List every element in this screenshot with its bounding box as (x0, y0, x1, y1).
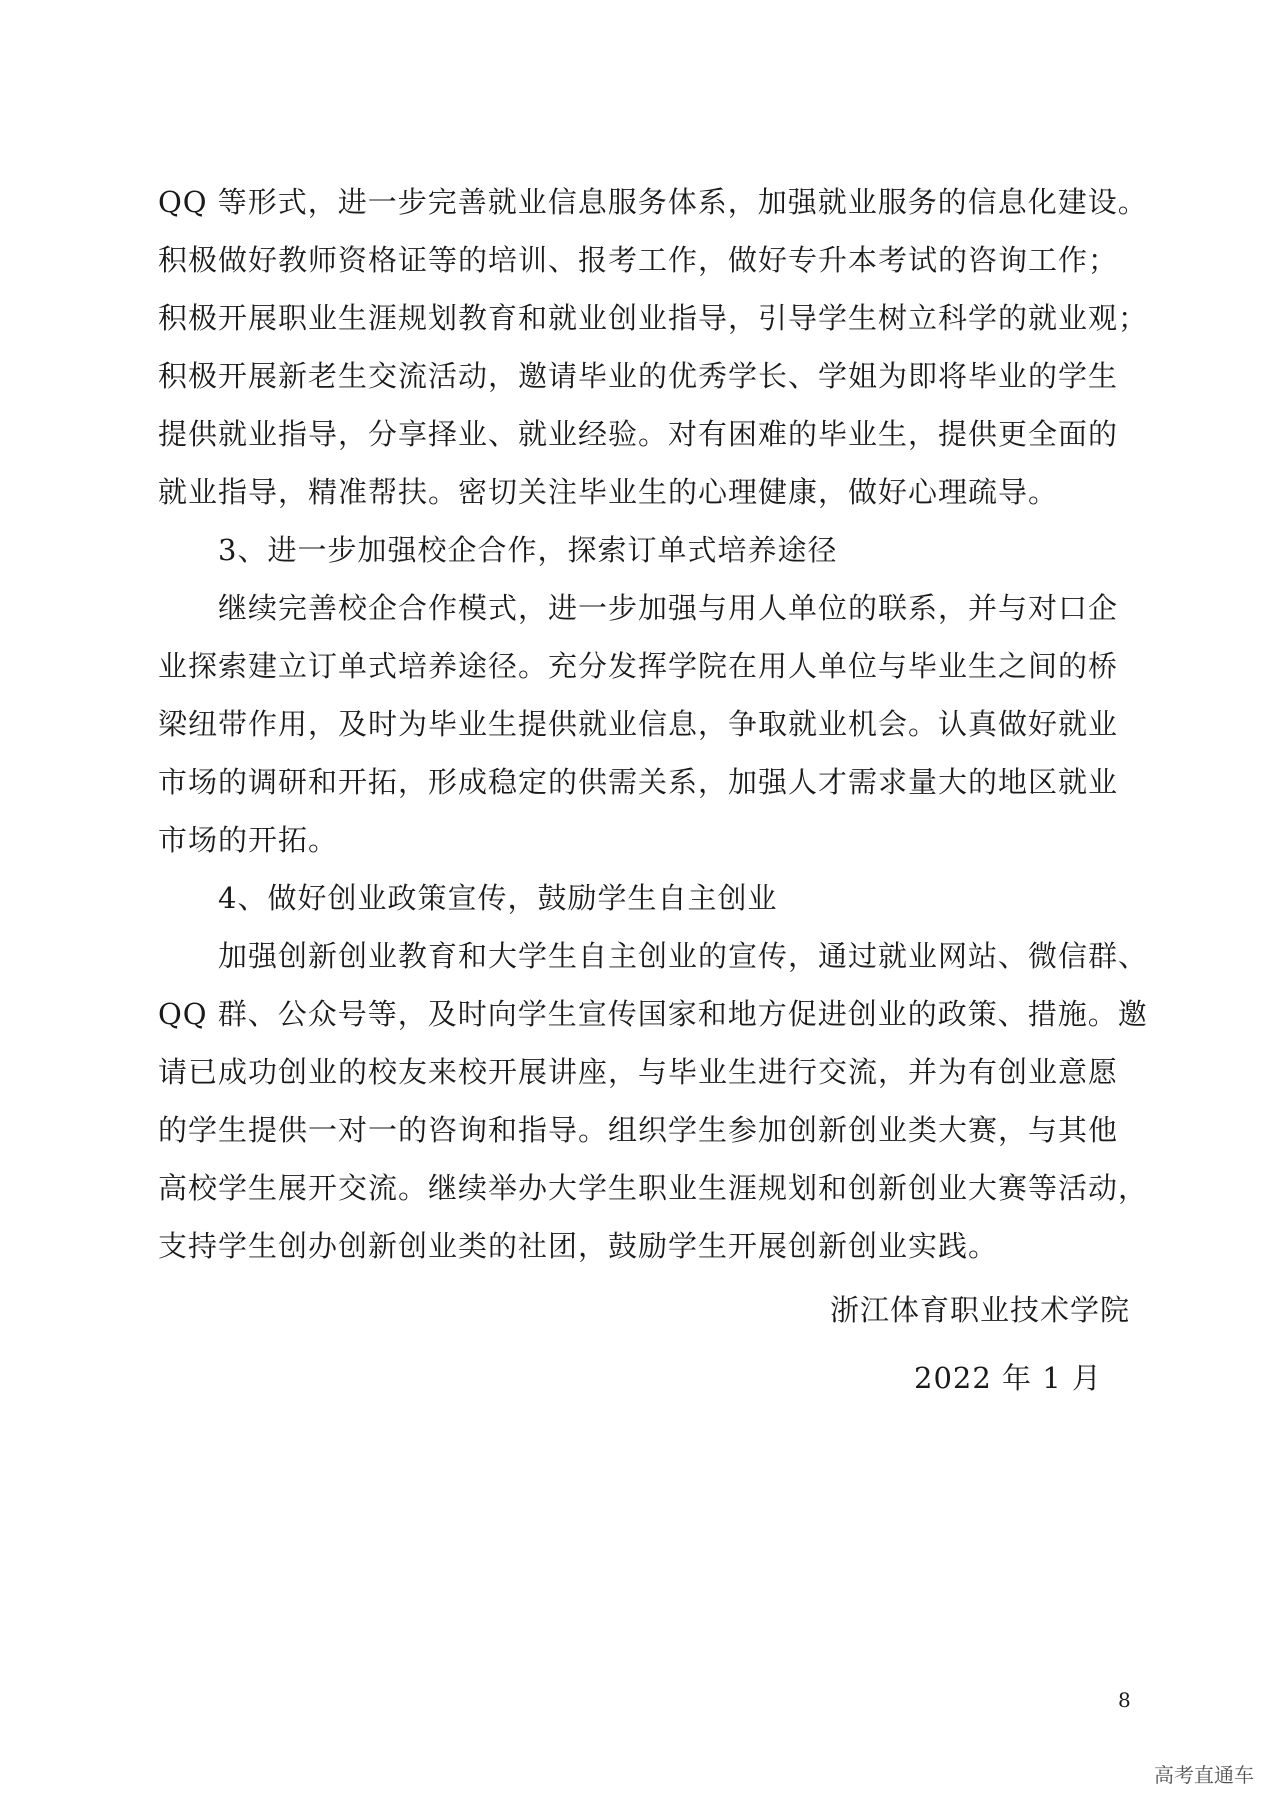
paragraph-line: 梁纽带作用，及时为毕业生提供就业信息，争取就业机会。认真做好就业 (158, 707, 1119, 741)
paragraph-line: 请已成功创业的校友来校开展讲座，与毕业生进行交流，并为有创业意愿 (158, 1055, 1119, 1089)
section-heading: 3、进一步加强校企合作，探索订单式培养途径 (218, 533, 838, 567)
page-number: 8 (1118, 1688, 1131, 1712)
paragraph-line: 业探索建立订单式培养途径。充分发挥学院在用人单位与毕业生之间的桥 (158, 649, 1119, 683)
paragraph-line: 积极做好教师资格证等的培训、报考工作，做好专升本考试的咨询工作； (158, 243, 1119, 277)
watermark: 高考直通车 (1154, 1763, 1254, 1787)
paragraph-line: 市场的开拓。 (158, 823, 339, 857)
paragraph-line: 支持学生创办创新创业类的社团，鼓励学生开展创新创业实践。 (158, 1229, 999, 1263)
paragraph-line: 的学生提供一对一的咨询和指导。组织学生参加创新创业类大赛，与其他 (158, 1113, 1119, 1147)
section-heading: 4、做好创业政策宣传，鼓励学生自主创业 (218, 881, 778, 915)
paragraph-line: 加强创新创业教育和大学生自主创业的宣传，通过就业网站、微信群、 (218, 939, 1149, 973)
signature-organization: 浙江体育职业技术学院 (830, 1293, 1131, 1327)
paragraph-line: 继续完善校企合作模式，进一步加强与用人单位的联系，并与对口企 (218, 591, 1119, 625)
paragraph-line: QQ 等形式，进一步完善就业信息服务体系，加强就业服务的信息化建设。 (158, 185, 1148, 219)
paragraph-line: 市场的调研和开拓，形成稳定的供需关系，加强人才需求量大的地区就业 (158, 765, 1119, 799)
paragraph-line: 高校学生展开交流。继续举办大学生职业生涯规划和创新创业大赛等活动， (158, 1171, 1149, 1205)
paragraph-line: 积极开展职业生涯规划教育和就业创业指导，引导学生树立科学的就业观； (158, 301, 1149, 335)
signature-date: 2022 年 1 月 (914, 1361, 1102, 1395)
paragraph-line: 积极开展新老生交流活动，邀请毕业的优秀学长、学姐为即将毕业的学生 (158, 359, 1119, 393)
paragraph-line: 提供就业指导，分享择业、就业经验。对有困难的毕业生，提供更全面的 (158, 417, 1119, 451)
paragraph-line: QQ 群、公众号等，及时向学生宣传国家和地方促进创业的政策、措施。邀 (158, 997, 1148, 1031)
paragraph-line: 就业指导，精准帮扶。密切关注毕业生的心理健康，做好心理疏导。 (158, 475, 1059, 509)
